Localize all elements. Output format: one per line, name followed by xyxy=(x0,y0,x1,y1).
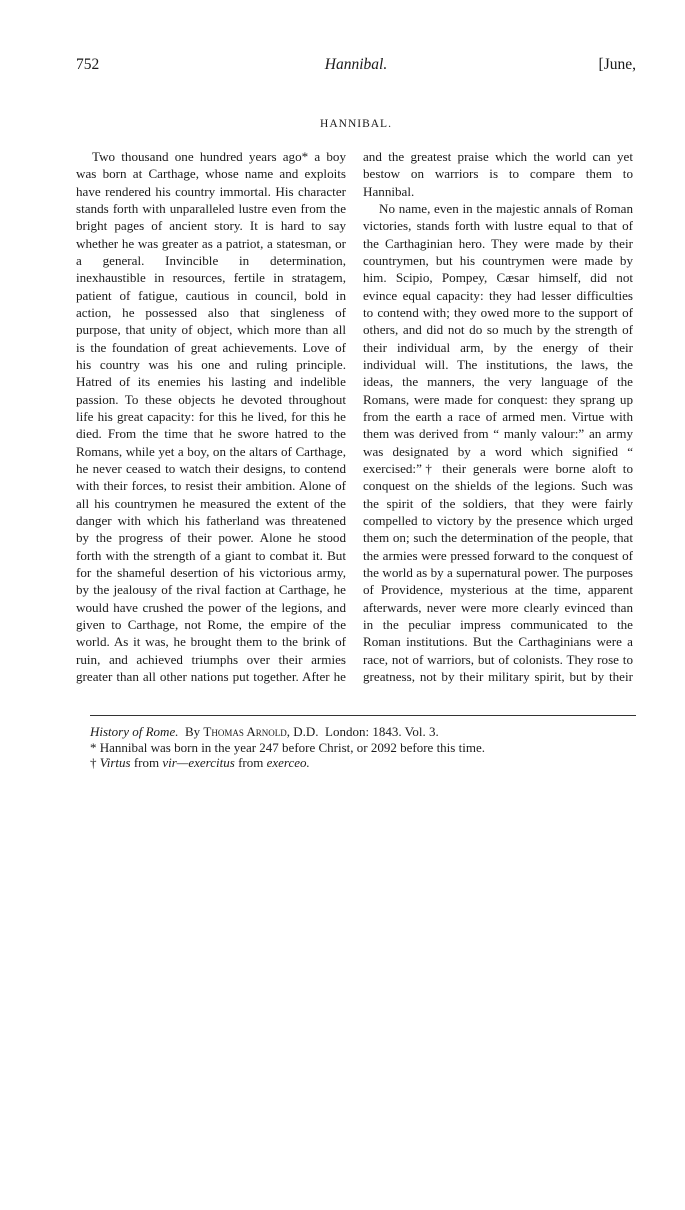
source-title: History of Rome. xyxy=(90,724,179,739)
right-continuation: and the greatest praise which the world can yet bestow on warriors is to compare them to Hannibal. xyxy=(363,149,633,199)
article-title: HANNIBAL. xyxy=(320,118,392,130)
footnote-star: * Hannibal was born in the year 247 before Christ, or 2092 before this time. xyxy=(90,739,485,755)
source-author: Thomas Arnold, D.D. xyxy=(203,724,319,739)
dagger-mark: † xyxy=(90,755,97,770)
right-column xyxy=(363,148,633,686)
footnote-dagger xyxy=(90,755,650,771)
dagger-from-2: from xyxy=(238,755,264,770)
dagger-word-exerceo: exerceo. xyxy=(266,755,310,770)
running-title: Hannibal. xyxy=(324,56,388,73)
source-by: By xyxy=(184,724,201,739)
left-column xyxy=(76,148,346,686)
footnote-divider xyxy=(90,715,636,716)
issue-date: [June, xyxy=(598,56,636,73)
source-details: London: 1843. Vol. 3. xyxy=(325,724,439,739)
running-header xyxy=(76,56,636,78)
footnotes xyxy=(90,724,650,771)
right-paragraph: No name, even in the majestic annals of Roman victories, stands forth with lustre equal to that of the Carthaginian hero. They were made by their countrymen, but his countrymen were made by him. Scipio, Pompey, Cæsar himself, did not evince equal capacity: they had lesser difficulties to contend with; they owed more to the support of others, and did not do so much by the strength of their individual arm, by the energy of their individual will. The institutions, the laws, the ideas, the manners, the very language of the Romans, were made for conquest: they sprang up from the earth a race of armed men. Virtue with them was derived from “ manly valour:” an army was designated by a word which signified “ exercised:”† their generals were borne aloft to conquest on the shields of the legions. Such was the spirit of the soldiers, that they were fairly compelled to victory by the presence which urged them on; such the determination of the people, that the armies were pressed forward to the conquest of the world as by a supernatural power. The purposes of Providence, mysterious at the time, apparent afterwards, never were more clearly evinced than in the peculiar impress communicated to the Roman institutions. But the Carthaginians were a race, not of warriors, but of colonists. They rose to greatness, not by their military spirit, but by their xyxy=(363,200,633,684)
left-paragraph: Two thousand one hundred years ago* a boy was born at Carthage, whose name and exploits have rendered his country immortal. His character stands forth with unparalleled lustre even from the bright pages of ancient story. It is hard to say whether he was greater as a patriot, a statesman, or a general. Invincible in determination, inexhaustible in resources, fertile in stratagem, patient of fatigue, cautious in council, bold in action, he possessed also that singleness of purpose, that unity of object, which more than all is the foundation of great achievements. Love of his country was his one and ruling principle. Hatred of its enemies his lasting and indelible passion. To these objects he devoted throughout life his great capacity: for this he lived, for this he died. From the time that he swore hatred to the Romans, while yet a boy, on the altars of Carthage, he never ceased to watch their designs, to contend with their forces, to resist their ambition. Alone of all his countrymen he measured the extent of the danger with which his fatherland was threatened by the progress of their power. Alone he stood forth with the strength of a giant to combat it. But for the shameful desertion of his victorious army, by the jealousy of the rival faction at Carthage, he would have crushed the power of the legions, and given to Carthage, not Rome, the empire of the world. As it was, he brought them to the brink of ruin, and achieved triumphs over their armies greater than all other nations put together. After he xyxy=(76,149,346,684)
dagger-word-vir-exercitus: vir—exercitus xyxy=(162,755,235,770)
dagger-from-1: from xyxy=(133,755,160,770)
page-number: 752 xyxy=(76,56,100,73)
source-citation xyxy=(90,724,650,740)
dagger-word-virtus: Virtus xyxy=(99,755,131,770)
